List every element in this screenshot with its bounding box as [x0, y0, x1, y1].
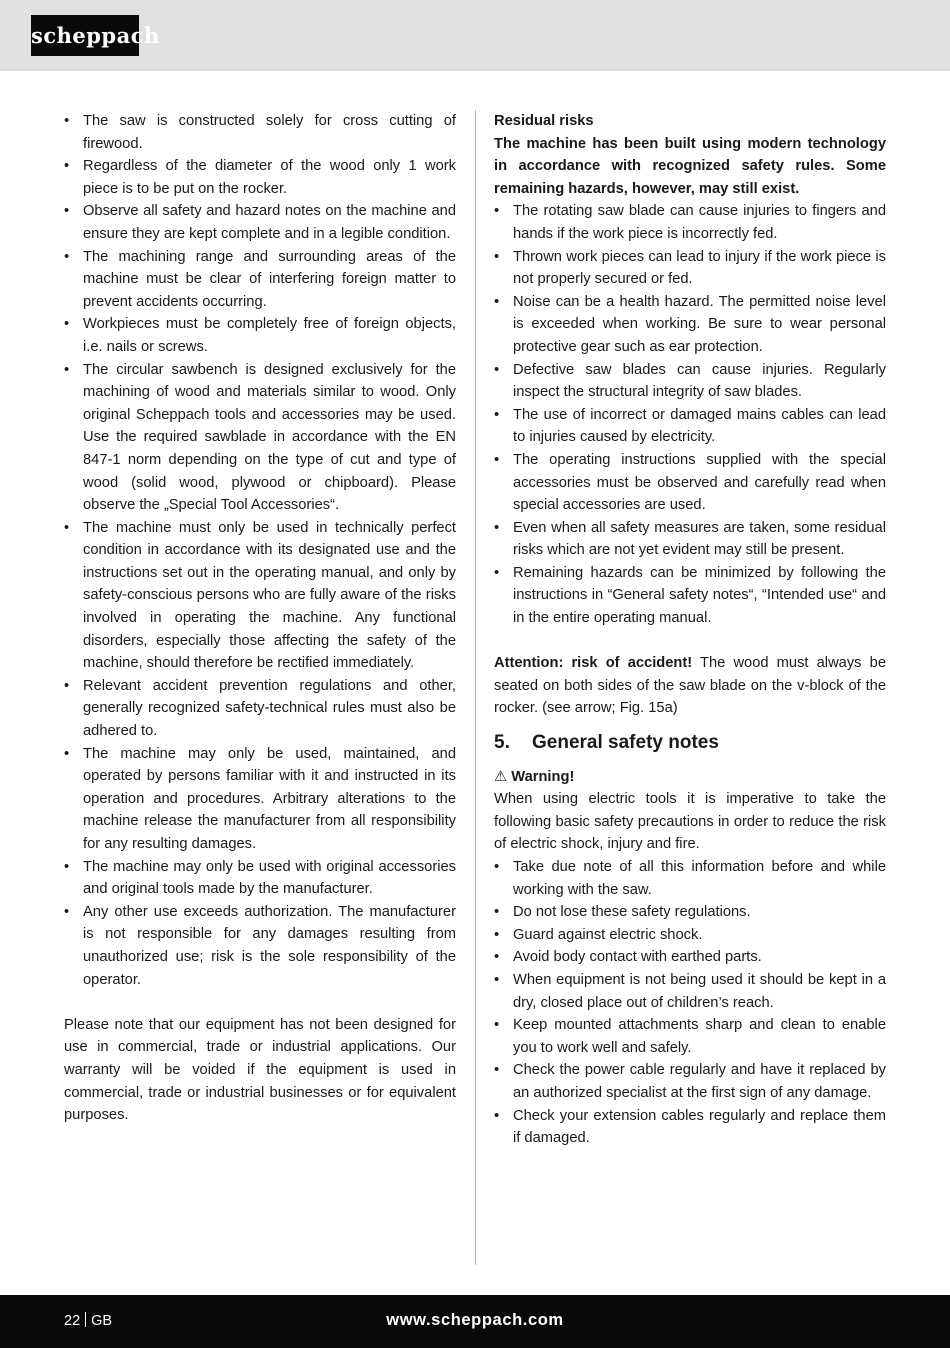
warning-label: Warning!: [507, 768, 575, 785]
list-item: • The circular sawbench is designed exclusively for the machining of wood and materials similar to wood. Only original Scheppach tools and accessories may be used. Use the required sawblade in accordance with the EN 847-1 norm depending on the type of cut and type of wood (solid wood, plywood or chipboard). Please observe the „Special Tool Accessories“.: [64, 359, 456, 517]
list-item: • Check the power cable regularly and have it replaced by an authorized specialist at the first sign of any damage.: [494, 1059, 886, 1104]
list-item: • Even when all safety measures are taken, some residual risks which are not yet evident may still be present.: [494, 517, 886, 562]
footer-bar: [0, 1295, 950, 1348]
warning-heading: [494, 766, 886, 789]
list-item: • Relevant accident prevention regulations and other, generally recognized safety-technical rules must also be adhered to.: [64, 675, 456, 743]
page-number: 22: [64, 1313, 81, 1329]
list-item: • Check your extension cables regularly and replace them if damaged.: [494, 1105, 886, 1150]
attention-paragraph: [494, 652, 886, 720]
list-item: • Defective saw blades can cause injuries. Regularly inspect the structural integrity of saw blades.: [494, 359, 886, 404]
list-item: • The machine may only be used with original accessories and original tools made by the manufacturer.: [64, 856, 456, 901]
section-title: General safety notes: [532, 732, 719, 754]
right-column: [494, 110, 886, 1150]
website-link[interactable]: www.scheppach.com: [386, 1311, 564, 1329]
section-heading: [494, 720, 886, 766]
list-item: • Workpieces must be completely free of foreign objects, i.e. nails or screws.: [64, 313, 456, 358]
commercial-use-note: Please note that our equipment has not been designed for use in commercial, trade or industrial applications. Our warranty will be voided if the equipment is used in commercial, trade or industrial businesses or for equivalent purposes.: [64, 1016, 456, 1124]
list-item: • The machine must only be used in technically perfect condition in accordance with its designated use and the instructions set out in the operating manual, and only by safety-conscious persons who are fully aware of the risks involved in operating the machine. Any functional disorders, especially those affecting the safety of the machine, should therefore be rectified immediately.: [64, 517, 456, 675]
scheppach-logo: scheppach: [31, 15, 139, 56]
warning-intro: When using electric tools it is imperative to take the following basic safety precautions in order to reduce the risk of electric shock, injury and fire.: [494, 791, 886, 853]
list-item: • Do not lose these safety regulations.: [494, 901, 886, 924]
list-item: • The operating instructions supplied with the special accessories must be observed and carefully read when special accessories are used.: [494, 449, 886, 517]
list-item: • Avoid body contact with earthed parts.: [494, 946, 886, 969]
list-item: • The saw is constructed solely for cross cutting of firewood.: [64, 110, 456, 155]
list-item: • Any other use exceeds authorization. The manufacturer is not responsible for any damages resulting from unauthorized use; risk is the sole responsibility of the operator.: [64, 901, 456, 991]
list-item: • Keep mounted attachments sharp and clean to enable you to work well and safely.: [494, 1014, 886, 1059]
list-item: • The rotating saw blade can cause injuries to fingers and hands if the work piece is incorrectly fed.: [494, 200, 886, 245]
attention-text: The wood must always be seated on both sides of the saw blade on the v-block of the rocker. (see arrow; Fig. 15a): [494, 655, 886, 717]
list-item: • Noise can be a health hazard. The permitted noise level is exceeded when working. Be sure to wear personal protective gear such as ear protection.: [494, 291, 886, 359]
residual-risks-intro: The machine has been built using modern technology in accordance with recognized safety rules. Some remaining hazards, however, may still exist.: [494, 135, 886, 197]
list-item: • When equipment is not being used it should be kept in a dry, closed place out of children’s reach.: [494, 969, 886, 1014]
list-item: • Thrown work pieces can lead to injury if the work piece is not properly secured or fed.: [494, 246, 886, 291]
residual-risks-list: [494, 200, 886, 629]
header-bar: [0, 0, 950, 71]
safety-notes-list: [494, 856, 886, 1150]
list-item: • The use of incorrect or damaged mains cables can lead to injuries caused by electricity.: [494, 404, 886, 449]
warning-triangle-icon: ⚠: [494, 768, 508, 785]
list-item: • The machine may only be used, maintained, and operated by persons familiar with it and instructed in its operation and procedures. Arbitrary alterations to the machine release the manufacturer from all responsibility for any resulting damages.: [64, 743, 456, 856]
list-item: • Remaining hazards can be minimized by following the instructions in “General safety notes“, “Intended use“ and in the entire operating manual.: [494, 562, 886, 630]
attention-label: Attention: risk of accident!: [494, 655, 693, 672]
section-number: 5.: [494, 732, 510, 754]
list-item: • Observe all safety and hazard notes on the machine and ensure they are kept complete and in a legible condition.: [64, 200, 456, 245]
column-divider: [475, 110, 476, 1265]
usage-rules-list: [64, 110, 456, 991]
list-item: • Regardless of the diameter of the wood only 1 work piece is to be put on the rocker.: [64, 155, 456, 200]
left-column: [64, 110, 456, 1127]
list-item: • The machining range and surrounding areas of the machine must be clear of interfering foreign matter to prevent accidents occurring.: [64, 246, 456, 314]
residual-risks-title: Residual risks: [494, 113, 594, 129]
list-item: • Guard against electric shock.: [494, 924, 886, 947]
language-code: GB: [91, 1313, 113, 1329]
list-item: • Take due note of all this information before and while working with the saw.: [494, 856, 886, 901]
